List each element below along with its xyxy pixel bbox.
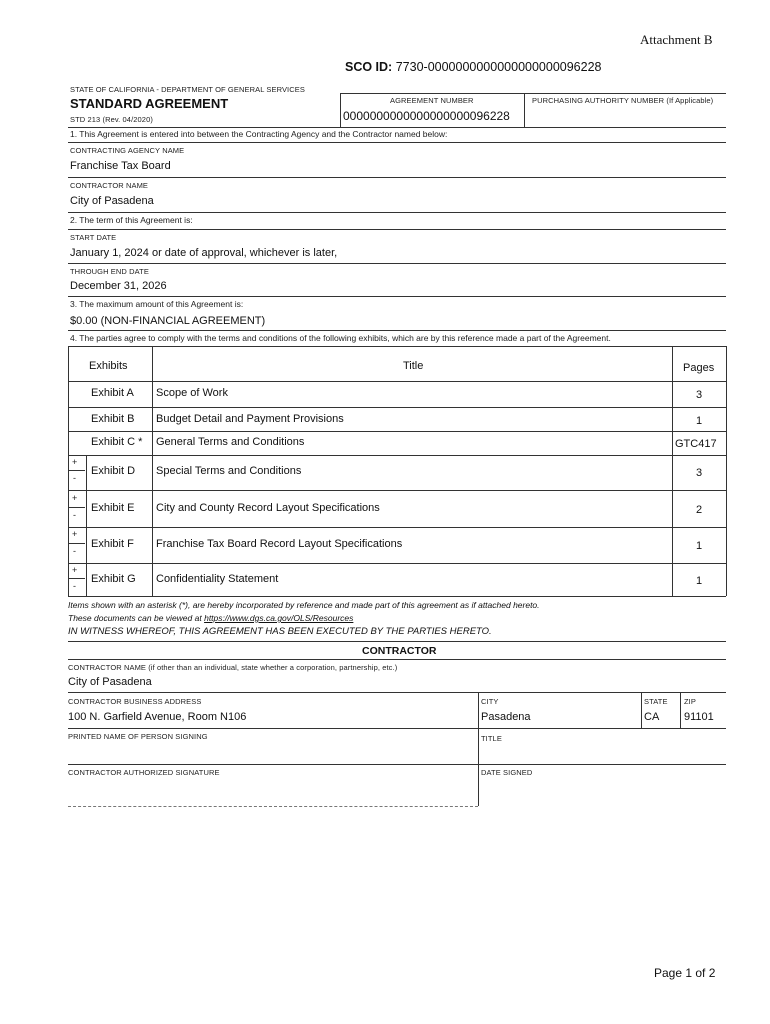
state-value[interactable]: CA (644, 711, 660, 723)
remove-row-icon[interactable]: - (73, 546, 76, 556)
purchasing-authority-label: PURCHASING AUTHORITY NUMBER (If Applicable) (532, 96, 714, 105)
city-label: CITY (481, 697, 499, 706)
add-row-icon[interactable]: + (72, 565, 78, 575)
add-row-icon[interactable]: + (72, 457, 78, 467)
end-date-label: THROUGH END DATE (70, 267, 149, 276)
sco-id-value: 7730-0000000000000000000096228 (395, 60, 602, 74)
table-row-pages: 1 (696, 575, 703, 587)
remove-row-icon[interactable]: - (73, 510, 76, 520)
table-row-title: Franchise Tax Board Record Layout Specifications (156, 538, 403, 550)
table-row-exhibit: Exhibit D (91, 465, 136, 477)
contracting-agency-value[interactable]: Franchise Tax Board (70, 160, 171, 172)
exhibits-header: Exhibits (89, 360, 128, 372)
pages-header: Pages (683, 362, 715, 374)
table-row-pages: 1 (696, 540, 703, 552)
department-name: STATE OF CALIFORNIA - DEPARTMENT OF GENERAL SERVICES (70, 85, 305, 94)
sco-id (345, 60, 602, 74)
start-date-label: START DATE (70, 233, 117, 242)
footnote-prefix: These documents can be viewed at (68, 613, 205, 623)
table-row-pages: 2 (696, 504, 703, 516)
section-1-text: 1. This Agreement is entered into between the Contracting Agency and the Contractor named below: (70, 129, 448, 139)
add-row-icon[interactable]: + (72, 529, 78, 539)
exhibit-footnote: Items shown with an asterisk (*), are hereby incorporated by reference and made part of this agreement as if attached hereto. (68, 600, 540, 610)
witness-statement: IN WITNESS WHEREOF, THIS AGREEMENT HAS BEEN EXECUTED BY THE PARTIES HERETO. (68, 626, 492, 637)
remove-row-icon[interactable]: - (73, 581, 76, 591)
date-signed-label: DATE SIGNED (481, 768, 533, 777)
end-date-value[interactable]: December 31, 2026 (70, 280, 167, 292)
table-row-title: Scope of Work (156, 387, 228, 399)
contracting-agency-label: CONTRACTING AGENCY NAME (70, 146, 185, 155)
zip-label: ZIP (684, 697, 696, 706)
dgs-resources-link[interactable]: https://www.dgs.ca.gov/OLS/Resources (204, 613, 354, 623)
contractor-name-value[interactable]: City of Pasadena (70, 195, 154, 207)
sco-id-label: SCO ID: (345, 60, 393, 74)
table-row-pages: 1 (696, 415, 703, 427)
attachment-label: Attachment B (640, 32, 713, 47)
agreement-number-label: AGREEMENT NUMBER (390, 96, 474, 105)
table-row-pages: GTC417 (675, 438, 717, 450)
table-row-title: General Terms and Conditions (156, 436, 305, 448)
section-3-text: 3. The maximum amount of this Agreement is: (70, 299, 244, 309)
date-signed-field[interactable] (481, 778, 721, 802)
title-label: TITLE (481, 734, 502, 743)
signature-field[interactable] (68, 778, 473, 802)
zip-value[interactable]: 91101 (684, 711, 714, 723)
maximum-amount-value[interactable]: $0.00 (NON-FINANCIAL AGREEMENT) (70, 315, 266, 327)
table-row-pages: 3 (696, 389, 703, 401)
section-2-text: 2. The term of this Agreement is: (70, 215, 193, 225)
table-row-pages: 3 (696, 467, 703, 479)
table-row-title: Special Terms and Conditions (156, 465, 302, 477)
table-row-exhibit: Exhibit G (91, 573, 136, 585)
page-number: Page 1 of 2 (654, 966, 716, 980)
exhibit-footnote-link-line (68, 613, 353, 623)
title-field[interactable] (481, 744, 721, 762)
start-date-value[interactable]: January 1, 2024 or date of approval, whichever is later, (70, 247, 338, 259)
add-row-icon[interactable]: + (72, 493, 78, 503)
section-4-text: 4. The parties agree to comply with the terms and conditions of the following exhibits, which are by this reference made a part of the Agreement. (70, 333, 611, 343)
table-row-title: Budget Detail and Payment Provisions (156, 413, 344, 425)
table-row-exhibit: Exhibit B (91, 413, 135, 425)
city-value[interactable]: Pasadena (481, 711, 531, 723)
remove-row-icon[interactable]: - (73, 473, 76, 483)
table-row-exhibit: Exhibit C * (91, 436, 143, 448)
business-address-label: CONTRACTOR BUSINESS ADDRESS (68, 697, 202, 706)
signature-label: CONTRACTOR AUTHORIZED SIGNATURE (68, 768, 220, 777)
form-title: STANDARD AGREEMENT (70, 96, 229, 111)
contractor-name-label: CONTRACTOR NAME (70, 181, 149, 190)
printed-name-label: PRINTED NAME OF PERSON SIGNING (68, 732, 208, 741)
state-label: STATE (644, 697, 668, 706)
table-row-exhibit: Exhibit A (91, 387, 134, 399)
business-address-value[interactable]: 100 N. Garfield Avenue, Room N106 (68, 711, 247, 723)
contractor-name-full-value[interactable]: City of Pasadena (68, 676, 152, 688)
agreement-number-value[interactable]: 0000000000000000000096228 (343, 109, 510, 123)
contractor-name-full-label: CONTRACTOR NAME (if other than an individual, state whether a corporation, partnership, etc.) (68, 663, 398, 672)
table-row-exhibit: Exhibit E (91, 502, 135, 514)
form-number: STD 213 (Rev. 04/2020) (70, 115, 153, 124)
printed-name-field[interactable] (68, 742, 473, 762)
table-row-exhibit: Exhibit F (91, 538, 134, 550)
contractor-heading: CONTRACTOR (362, 645, 437, 657)
table-row-title: Confidentiality Statement (156, 573, 279, 585)
title-header: Title (403, 360, 424, 372)
table-row-title: City and County Record Layout Specifications (156, 502, 380, 514)
